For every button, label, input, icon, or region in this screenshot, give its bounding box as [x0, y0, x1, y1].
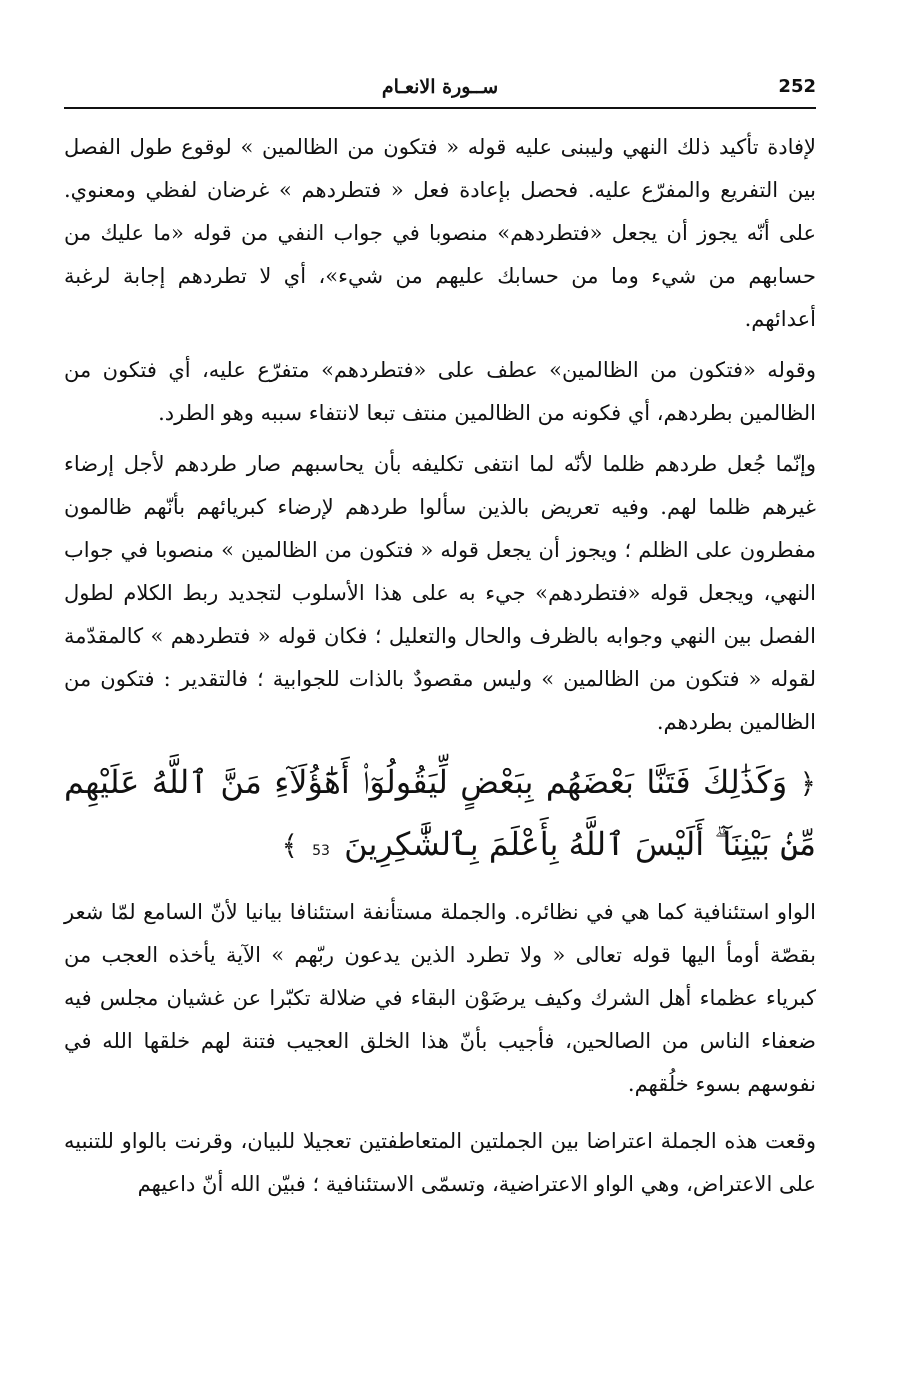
- commentary-body: [64, 126, 816, 1206]
- verse-number: 53: [312, 843, 330, 859]
- verse-open-bracket: ﴿: [799, 767, 817, 800]
- paragraph-4: الواو استئنافية كما هي في نظائره. والجملة مستأنفة استئنافا بيانيا لأنّ السامع لمّا شعر بقصّة أومأ اليها قوله تعالى « ولا تطرد الذين يدعون ربّهم » الآية يأخذه العجب من كبرياء عظماء أهل الشرك وكيف يرضَوْن البقاء في ضلالة تكبّرا عن غشيان مجلس فيه ضعفاء الناس من الصالحين، فأجيب بأنّ هذا الخلق العجيب فتنة لهم خلقها الله في نفوسهم بسوء خلُقهم.: [64, 900, 816, 1096]
- paragraph-5: وقعت هذه الجملة اعتراضا بين الجملتين المتعاطفتين تعجيلا للبيان، وقرنت بالواو للتنبيه على الاعتراض، وهي الواو الاعتراضية، وتسمّى الاستئنافية ؛ فبيّن الله أنّ داعيهم: [64, 1129, 816, 1196]
- surah-title: ســورة الانعـام: [381, 76, 499, 98]
- header-divider: [64, 107, 816, 109]
- page-number: 252: [778, 76, 816, 97]
- page-header: [64, 76, 816, 106]
- verse-close-bracket: ﴾: [281, 829, 298, 862]
- paragraph-3: وإنّما جُعل طردهم ظلما لأنّه لما انتفى تكليفه بأن يحاسبهم صار طردهم لأجل إرضاء غيرهم ظلما لهم. وفيه تعريض بالذين سألوا طردهم لإرضاء كبريائهم بأنّهم ظالمون مفطرون على الظلم ؛ ويجوز أن يجعل قوله « فتكون من الظالمين » منصوبا في جواب النهي، ويجعل قوله «فتطردهم» جيء به على هذا الأسلوب لتجديد ربط الكلام لطول الفصل بين النهي وجوابه بالظرف والحال والتعليل ؛ فكان قوله « فتطردهم » كالمقدّمة لقوله « فتكون من الظالمين » وليس مقصودٌ بالذات للجوابية ؛ فالتقدير : فتكون من الظالمين بطردهم.: [64, 452, 816, 734]
- verse-text: وَكَذَٰلِكَ فَتَنَّا بَعْضَهُم بِبَعْضٍ لِّيَقُولُوٓا۟ أَهَٰٓؤُلَآءِ مَنَّ ٱللَّهُ عَلَيْهِم مِّنۢ بَيْنِنَآ ۗ أَلَيْسَ ٱللَّهُ بِأَعْلَمَ بِٱلشَّٰكِرِينَ: [64, 763, 816, 863]
- paragraph-1: لإفادة تأكيد ذلك النهي وليبنى عليه قوله « فتكون من الظالمين » لوقوع طول الفصل بين التفريع والمفرّع عليه. فحصل بإعادة فعل « فتطردهم » غرضان لفظي ومعنوي. على أنّه يجوز أن يجعل «فتطردهم» منصوبا في جواب النفي من قوله «ما عليك من حسابهم من شيء وما من حسابك عليهم من شيء»، أي لا تطردهم إجابة لرغبة أعدائهم.: [64, 135, 816, 331]
- quran-verse: [64, 752, 816, 881]
- paragraph-2: وقوله «فتكون من الظالمين» عطف على «فتطردهم» متفرّع عليه، أي فتكون من الظالمين بطردهم، أي فكونه من الظالمين منتف تبعا لانتفاء سببه وهو الطرد.: [64, 358, 816, 425]
